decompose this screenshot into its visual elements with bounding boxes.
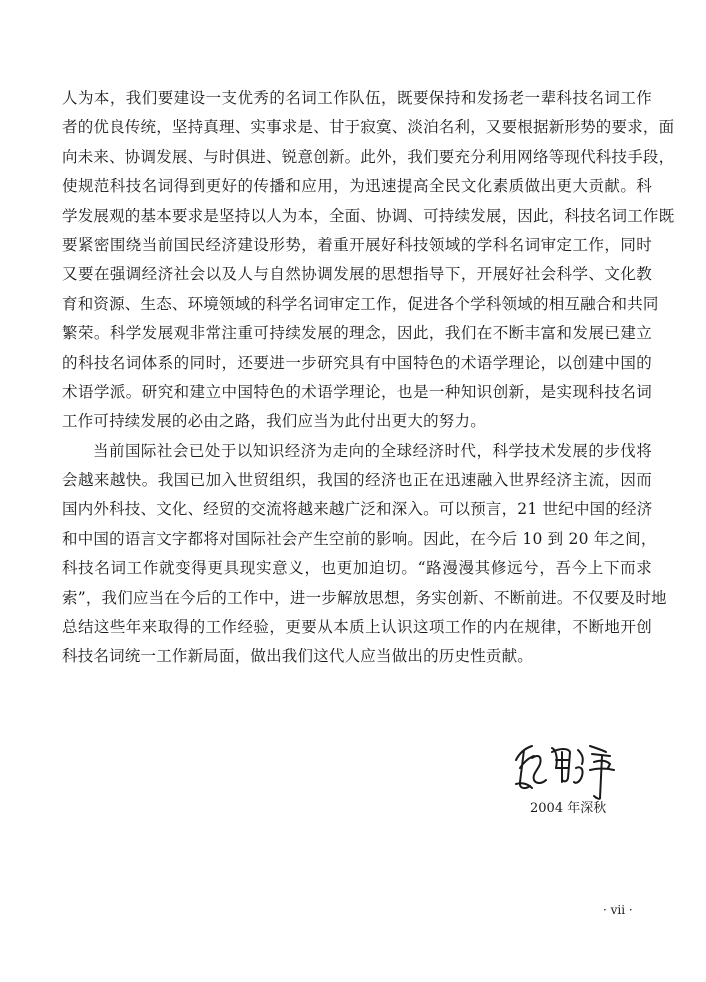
text-line: 人为本，我们要建设一支优秀的名词工作队伍，既要保持和发扬老一辈科技名词工作 (62, 89, 652, 107)
handwritten-signature (510, 738, 620, 800)
text-line: 育和资源、生态、环境领域的科学名词审定工作，促进各个学科领域的相互融合和共同 (62, 294, 659, 313)
text-line: 索”，我们应当在今后的工作中，进一步解放思想，务实创新、不断前进。不仅要及时地 (62, 588, 667, 607)
text-line: 总结这些年来取得的工作经验，更要从本质上认识这项工作的内在规律，不断地开创 (62, 618, 652, 637)
text-line: 科技名词统一工作新局面，做出我们这代人应当做出的历史性贡献。 (62, 647, 534, 666)
body-text (62, 84, 675, 672)
text-line: 者的优良传统，坚持真理、实事求是、甘于寂寞、淡泊名利，又要根据新形势的要求，面 (62, 118, 675, 137)
text-line: 当前国际社会已处于以知识经济为走向的全球经济时代，科学技术发展的步伐将 (93, 441, 652, 460)
text-line: 会越来越快。我国已加入世贸组织，我国的经济也正在迅速融入世界经济主流，因而 (62, 471, 652, 490)
text-line: 国内外科技、文化、经贸的交流将越来越广泛和深入。可以预言，21 世纪中国的经济 (62, 500, 653, 519)
text-line: 要紧密围绕当前国民经济建设形势，着重开展好科技领域的学科名词审定工作，同时 (62, 235, 652, 254)
text-line: 科技名词工作就变得更具现实意义，也更加迫切。“路漫漫其修远兮，吾今上下而求 (62, 559, 652, 578)
text-line: 使规范科技名词得到更好的传播和应用，为迅速提高全民文化素质做出更大贡献。科 (62, 177, 652, 196)
text-line: 又要在强调经济社会以及人与自然协调发展的思想指导下，开展好社会科学、文化教 (62, 265, 652, 284)
text-line: 向未来、协调发展、与时俱进、锐意创新。此外，我们要充分利用网络等现代科技手段， (62, 147, 675, 166)
text-line: 和中国的语言文字都将对国际社会产生空前的影响。因此，在今后 10 到 20 年之间， (62, 529, 657, 548)
text-line: 的科技名词体系的同时，还要进一步研究具有中国特色的术语学理论，以创建中国的 (62, 353, 652, 372)
page-number: · vii · (603, 903, 633, 917)
text-line: 术语学派。研究和建立中国特色的术语学理论，也是一种知识创新，是实现科技名词 (62, 382, 652, 401)
signature-date: 2004 年深秋 (530, 801, 607, 816)
text-line: 繁荣。科学发展观非常注重可持续发展的理念，因此，我们在不断丰富和发展已建立 (62, 324, 652, 343)
text-line: 学发展观的基本要求是坚持以人为本，全面、协调、可持续发展，因此，科技名词工作既 (62, 206, 675, 225)
text-line: 工作可持续发展的必由之路，我们应当为此付出更大的努力。 (62, 412, 486, 431)
